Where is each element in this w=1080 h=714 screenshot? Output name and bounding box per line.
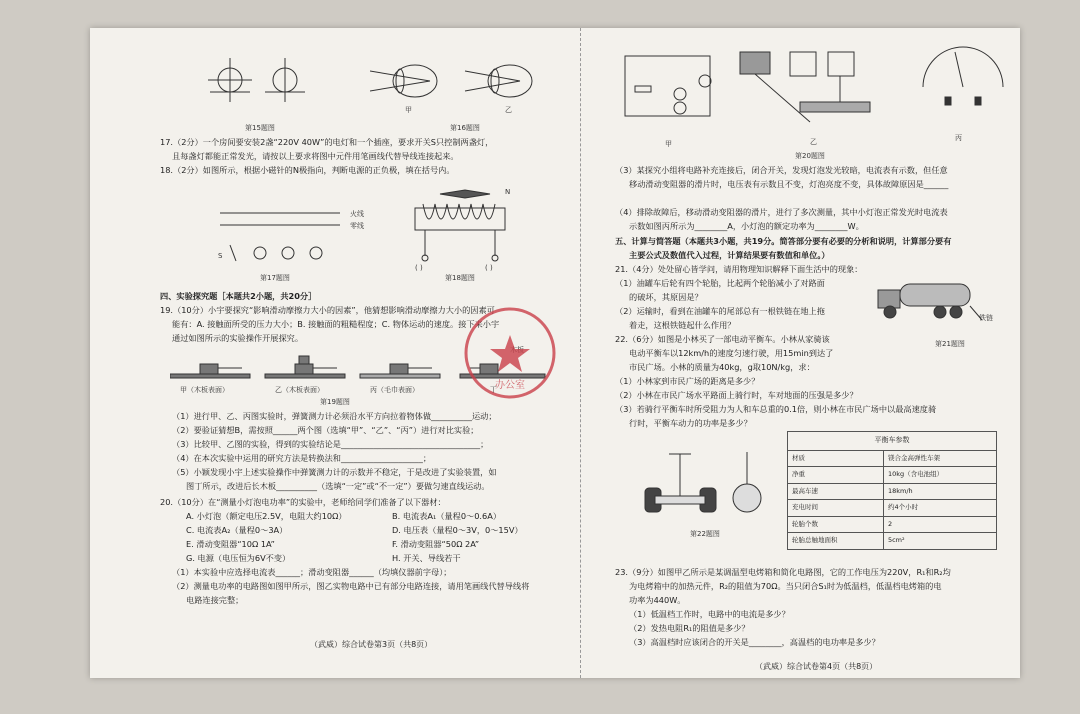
fig16-caption: 第16题图 [450, 124, 480, 132]
q20-item-a: A. 小灯泡（额定电压2.5V，电阻大约10Ω） [186, 511, 347, 521]
q20-item-f: F. 滑动变阻器“50Ω 2A” [392, 539, 480, 549]
q18-line: 18.（2分）如图所示，根据小磁针的N极指向，判断电源的正负极，填在括号内。 [160, 165, 455, 175]
fig18-bracket-left: ( ) [415, 264, 423, 272]
param-name: 最高车速 [788, 483, 884, 500]
fig20-caption: 第20题图 [795, 152, 825, 160]
q20-sub-4-cont: 示数如图丙所示为________A，小灯泡的额定功率为________W。 [629, 221, 864, 231]
left-page [160, 28, 570, 678]
fig18-bracket-right: ( ) [485, 264, 493, 272]
figure-15-force-diagrams [200, 50, 320, 120]
figure-20-physical-circuit [730, 42, 890, 132]
fig19-label-bing: 丙（毛巾表面） [370, 386, 419, 394]
fig17-caption: 第17题图 [260, 274, 290, 282]
table-row [788, 516, 997, 533]
q19-sub-3: （3）比较甲、乙图的实验，得到的实验结论是__________________________________； [172, 439, 489, 449]
q20-sub-4: （4）排除故障后，移动滑动变阻器的滑片，进行了多次测量，其中小灯泡正常发光时电流表 [615, 207, 948, 217]
section-4-heading: 四、实验探究题［本题共2小题，共20分］ [160, 291, 317, 301]
figure-16-eye-diagrams [370, 56, 560, 106]
right-page-footer: （武威）综合试卷第4页（共8页） [755, 662, 878, 671]
figure-22-balance-scooter [635, 448, 775, 518]
right-page [615, 28, 1010, 678]
q19-sub-1: （1）进行甲、乙、丙图实验时，弹簧测力计必须沿水平方向拉着物体做__________运动； [172, 411, 497, 421]
q23-line-2: 为电烤箱中的加热元件，R₂的阻值为70Ω。当只闭合S₁时为低温档，低温档电烤箱的电 [629, 581, 942, 591]
param-value: 镁合金高弹性车架 [883, 450, 996, 467]
param-name: 材质 [788, 450, 884, 467]
param-name: 充电时间 [788, 500, 884, 517]
fig20-label-bing: 丙 [955, 134, 962, 142]
q20-item-g: G. 电源（电压恒为6V不变） [186, 553, 291, 563]
q20-intro: 20.（10分）在“测量小灯泡电功率”的实验中，老师给同学们准备了以下器材： [160, 497, 446, 507]
param-name: 轮胎总触地面积 [788, 533, 884, 550]
q21-sub-2: （2）运输时，看到在油罐车的尾部总有一根铁链在地上拖 [615, 306, 825, 316]
figure-20-ammeter [915, 42, 1010, 112]
fig22-caption: 第22题图 [690, 530, 720, 538]
q23-line-1: 23.（9分）如图甲乙所示是某调温型电烤箱和简化电路图，它的工作电压为220V，R₁和R₂均 [615, 567, 951, 577]
param-value: 约4个小时 [883, 500, 996, 517]
q17-line-2: 且每盏灯都能正常发光，请按以上要求将图中元件用笔画线代替导线连接起来。 [172, 151, 459, 161]
fig19-label-yi: 乙（木板表面） [275, 386, 324, 394]
param-value: 10kg（含电池组） [883, 467, 996, 484]
param-value: 5cm² [883, 533, 996, 550]
scooter-params-table [787, 431, 997, 550]
fig15-caption: 第15题图 [245, 124, 275, 132]
param-value: 2 [883, 516, 996, 533]
q19-sub-5-cont: 图丁所示，改进后长木板__________（选填“一定”或“不一定”）要做匀速直线运动。 [186, 481, 490, 491]
param-name: 轮胎个数 [788, 516, 884, 533]
q19-line-2: 能有：A. 接触面所受的压力大小；B. 接触面的粗糙程度；C. 物体运动的速度。接下来小宇 [172, 319, 500, 329]
q23-sub-1: （1）低温档工作时，电路中的电流是多少？ [629, 609, 790, 619]
left-page-footer: （武威）综合试卷第3页（共8页） [310, 640, 433, 649]
q20-sub-2: （2）测量电功率的电路图如图甲所示，图乙实物电路中已有部分电路连接，请用笔画线代替导线将 [172, 581, 530, 591]
q19-sub-5: （5）小颖发现小宇上述实验操作中弹簧测力计的示数并不稳定，于是改进了实验装置，如 [172, 467, 497, 477]
q22-sub-3-cont: 行时，平衡车动力的功率是多少？ [629, 418, 752, 428]
q22-line-2: 电动平衡车以12km/h的速度匀速行驶，用15min到达了 [629, 348, 834, 358]
fig21-caption: 第21题图 [935, 340, 965, 348]
official-seal [460, 303, 560, 403]
table-row [788, 450, 997, 467]
q22-sub-2: （2）小林在市民广场水平路面上骑行时，车对地面的压强是多少？ [615, 390, 858, 400]
fig17-label-neutral: 零线 [350, 222, 364, 230]
fig17-label-switch: S [218, 252, 223, 260]
q19-line-1: 19.（10分）小宇要探究“影响滑动摩擦力大小的因素”，他猜想影响滑动摩擦力大小的因素可 [160, 305, 495, 315]
fig19-caption: 第19题图 [320, 398, 350, 406]
table-row [788, 483, 997, 500]
table-row [788, 533, 997, 550]
param-value: 18km/h [883, 483, 996, 500]
q22-sub-3: （3）若骑行平衡车时所受阻力为人和车总重的0.1倍，则小林在市民广场中以最高速度骑 [615, 404, 937, 414]
q22-line-1: 22.（6分）如图是小林买了一部电动平衡车。小林从家骑该 [615, 334, 830, 344]
figure-21-tanker-truck [870, 276, 990, 326]
q19-sub-4: （4）在本次实验中运用的研究方法是转换法和____________________； [172, 453, 432, 463]
table-row [788, 500, 997, 517]
q19-sub-2: （2）要验证猜想B，需按照______两个图（选填“甲”、“乙”、“丙”）进行对比实验； [172, 425, 479, 435]
section-5-heading: 五、计算与简答题（本题共3小题，共19分。简答部分要有必要的分析和说明，计算部分要有 [615, 236, 952, 246]
figure-17-circuit [220, 203, 360, 268]
q21-sub-1-cont: 的破坏，其原因是？ [629, 292, 703, 302]
fig20-label-yi: 乙 [810, 138, 817, 146]
fig21-label-chain: 铁链 [979, 314, 993, 322]
figure-18-solenoid [405, 186, 515, 271]
q20-sub-3-cont: 移动滑动变阻器的滑片时，电压表有示数且不变，灯泡亮度不变，具体故障原因是______ [629, 179, 949, 189]
q20-item-e: E. 滑动变阻器“10Ω 1A” [186, 539, 275, 549]
q23-sub-3: （3）高温档时应该闭合的开关是________，高温档的电功率是多少？ [629, 637, 880, 647]
q17-line-1: 17.（2分）一个房间要安装2盏“220V 40W”的电灯和一个插座，要求开关S只控制两盏灯， [160, 137, 494, 147]
fig19-label-jia: 甲（木板表面） [180, 386, 229, 394]
q21-sub-2-cont: 着走，这根铁链起什么作用？ [629, 320, 736, 330]
q21-intro: 21.（4分）处处留心皆学问，请用物理知识解释下面生活中的现象： [615, 264, 863, 274]
q22-line-3: 市民广场。小林的质量为40kg，g取10N/kg，求： [629, 362, 815, 372]
param-name: 净重 [788, 467, 884, 484]
q20-sub-1: （1）本实验中应选择电流表______；滑动变阻器______（均填仪器前字母）； [172, 567, 452, 577]
q20-item-c: C. 电流表A₂（量程0～3A） [186, 525, 288, 535]
fig17-label-live: 火线 [350, 210, 364, 218]
fig16-label-yi: 乙 [505, 106, 512, 114]
exam-sheet [90, 28, 1020, 678]
fig16-label-jia: 甲 [405, 106, 412, 114]
q20-item-h: H. 开关、导线若干 [392, 553, 461, 563]
fig20-label-jia: 甲 [665, 140, 672, 148]
q20-sub-3: （3）某探究小组将电路补充连接后，闭合开关，发现灯泡发光较暗，电流表有示数，但任意 [615, 165, 948, 175]
fig18-label-n: N [505, 188, 511, 196]
table-row [788, 467, 997, 484]
q21-sub-1: （1）油罐车后轮有四个轮胎，比起两个轮胎减小了对路面 [615, 278, 825, 288]
table-title: 平衡车参数 [787, 431, 997, 450]
section-5-heading-cont: 主要公式及数值代入过程，计算结果要有数值和单位。） [629, 250, 830, 260]
page-fold [580, 28, 581, 678]
q23-sub-2: （2）发热电阻R₁的阻值是多少？ [629, 623, 750, 633]
q20-sub-2-cont: 电路连接完整； [186, 595, 244, 605]
q20-item-d: D. 电压表（量程0～3V，0～15V） [392, 525, 523, 535]
q22-sub-1: （1）小林家到市民广场的距离是多少？ [615, 376, 760, 386]
q19-line-3: 通过如图所示的实验操作开展探究。 [172, 333, 304, 343]
q23-line-3: 功率为440W。 [629, 595, 686, 605]
figure-20-circuit-diagram [620, 46, 720, 126]
fig18-caption: 第18题图 [445, 274, 475, 282]
svg-text:办公室: 办公室 [495, 380, 525, 391]
q20-item-b: B. 电流表A₁（量程0～0.6A） [392, 511, 502, 521]
fig19-label-ding: 丁 [490, 386, 497, 394]
